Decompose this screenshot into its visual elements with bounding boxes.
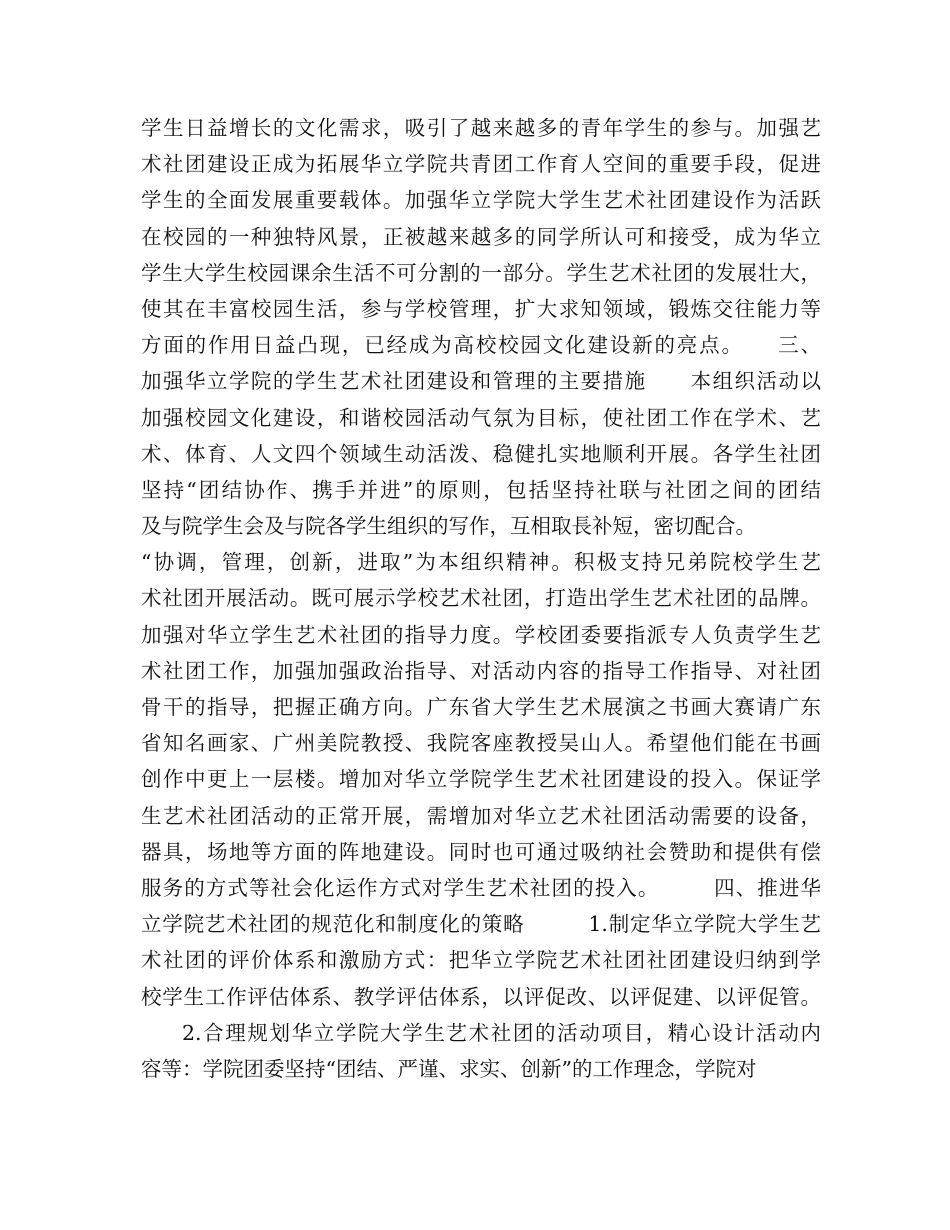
text-line: 术社团的评价体系和激励方式：把华立学院艺术社团社团建设归纳到学: [141, 948, 821, 973]
text-line: 使其在丰富校园生活，参与学校管理，扩大求知领域，锻炼交往能力等: [141, 296, 821, 321]
text-line: 器具，场地等方面的阵地建设。同时也可通过吸纳社会赞助和提供有偿: [141, 839, 821, 864]
text-line: 骨干的指导，把握正确方向。广东省大学生艺术展演之书画大赛请广东: [141, 695, 821, 719]
text-line: 术、体育、人文四个领域生动活泼、稳健扎实地顺利开展。各学生社团: [141, 441, 821, 466]
text-line: 学生的全面发展重要载体。加强华立学院大学生艺术社团建设作为活跃: [141, 188, 821, 213]
text-line: 2.合理规划华立学院大学生艺术社团的活动项目，精心设计活动内: [182, 1020, 821, 1045]
text-line: “协调，管理，创新，进取”为本组织精神。积极支持兄弟院校学生艺: [141, 550, 821, 575]
text-line: 学生大学生校园课余生活不可分割的一部分。学生艺术社团的发展壮大，: [141, 260, 821, 285]
text-line: 校学生工作评估体系、教学评估体系，以评促改、以评促建、以评促管。: [141, 984, 821, 1009]
text-line: 在校园的一种独特风景，正被越来越多的同学所认可和接受，成为华立: [141, 224, 821, 249]
text-line: 及与院学生会及与院各学生组织的写作，互相取長补短，密切配合。: [141, 514, 756, 539]
text-line: 方面的作用日益凸现，已经成为高校校园文化建设新的亮点。 三、: [141, 333, 821, 358]
text-line: 省知名画家、广州美院教授、我院客座教授吴山人。希望他们能在书画: [141, 731, 821, 756]
text-line: 服务的方式等社会化运作方式对学生艺术社团的投入。 四、推进华: [141, 875, 821, 900]
text-line: 加强华立学院的学生艺术社团建设和管理的主要措施 本组织活动以: [141, 369, 821, 394]
text-line: 术社团工作，加强加强政治指导、对活动内容的指导工作指导、对社团: [141, 658, 821, 683]
text-line: 创作中更上一层楼。增加对华立学院学生艺术社团建设的投入。保证学: [141, 767, 821, 792]
text-line: 加强对华立学生艺术社团的指导力度。学校团委要指派专人负责学生艺: [141, 622, 821, 647]
text-line: 术社团开展活动。既可展示学校艺术社团，打造出学生艺术社团的品牌。: [141, 586, 821, 611]
text-line: 加强校园文化建设，和谐校园活动气氛为目标，使社团工作在学术、艺: [141, 405, 821, 430]
text-line: 术社团建设正成为拓展华立学院共青团工作育人空间的重要手段，促进: [141, 152, 821, 177]
text-line: 容等：学院团委坚持“团结、严谨、求实、创新”的工作理念，学院对: [141, 1056, 757, 1081]
text-line: 坚持“团结协作、携手并进”的原则，包括坚持社联与社团之间的团结: [141, 477, 821, 502]
text-line: 立学院艺术社团的规范化和制度化的策略 1.制定华立学院大学生艺: [141, 912, 821, 937]
text-line: 生艺术社团活动的正常开展，需增加对华立艺术社团活动需要的设备，: [141, 803, 821, 828]
text-line: 学生日益增长的文化需求，吸引了越来越多的青年学生的参与。加强艺: [141, 116, 821, 140]
body-text: [141, 110, 821, 1087]
